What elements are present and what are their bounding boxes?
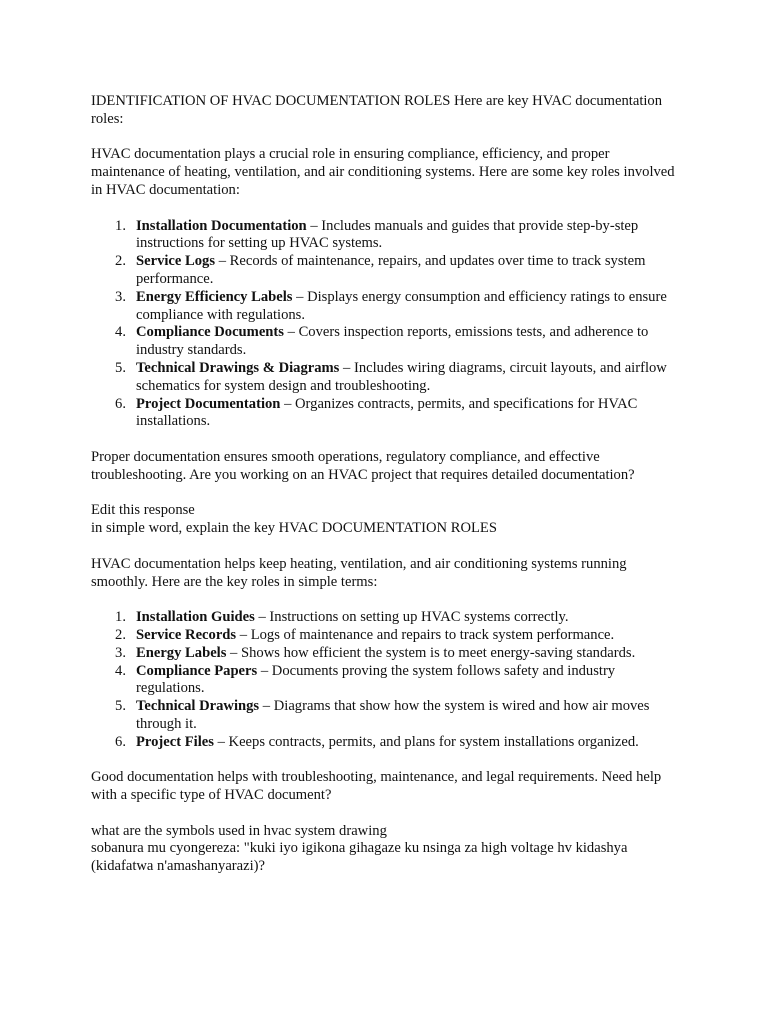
list-number: 6. [115,395,126,412]
list-number: 2. [115,253,126,270]
list-item [91,663,681,699]
list-description: – Instructions on setting up HVAC systems correctly. [254,609,569,626]
user-question: in simple word, explain the key HVAC DOCUMENTATION ROLES [91,520,497,537]
list-description: – Documents proving the system follows safety and industry regulations. [136,662,616,697]
list-term: Service Logs [136,253,216,270]
simple-roles-list [91,609,681,751]
spacer [91,200,681,218]
list-term: Technical Drawings [136,698,260,715]
closing-paragraph: Good documentation helps with troubleshooting, maintenance, and legal requirements. Need help with a specific type of HVAC document? [91,769,662,804]
list-description: – Covers inspection reports, emissions tests, and adherence to industry standards. [136,324,649,359]
edit-response-text: Edit this response [91,502,195,519]
list-item [91,218,681,254]
list-item [91,324,681,360]
list-description: – Records of maintenance, repairs, and updates over time to track system performance. [136,253,646,287]
list-item [91,289,681,325]
user-question: what are the symbols used in hvac system drawing [91,822,387,839]
spacer [91,591,681,609]
list-term: Energy Labels [136,644,227,661]
list-number: 2. [115,626,126,643]
list-number: 5. [115,698,126,715]
list-item [91,253,681,289]
list-term: Compliance Papers [136,662,258,679]
list-description: – Includes wiring diagrams, circuit layouts, and airflow schematics for system design and troubleshooting. [136,359,667,394]
list-description: – Shows how efficient the system is to meet energy-saving standards. [226,644,636,661]
list-description: – Includes manuals and guides that provide step-by-step instructions for setting up HVAC systems. [136,217,639,252]
spacer [91,751,681,769]
intro-heading: IDENTIFICATION OF HVAC DOCUMENTATION ROLES Here are key HVAC documentation roles: [91,93,663,127]
list-item [91,734,681,752]
documentation-roles-list [91,218,681,432]
list-item [91,645,681,663]
list-number: 3. [115,644,126,661]
list-item [91,396,681,432]
summary-paragraph: Proper documentation ensures smooth operations, regulatory compliance, and effective troubleshooting. Are you working on an HVAC project that requires detailed documentation? [91,448,635,483]
list-item [91,360,681,396]
list-term: Installation Guides [136,609,255,626]
list-description: – Keeps contracts, permits, and plans for system installations organized. [213,733,639,750]
list-number: 4. [115,662,126,679]
list-item [91,698,681,734]
list-number: 4. [115,324,126,341]
document-page [91,93,681,876]
simple-intro-paragraph: HVAC documentation helps keep heating, ventilation, and air conditioning systems running smoothly. Here are the key roles in simple terms: [91,555,627,590]
user-question: sobanura mu cyongereza: "kuki iyo igikona gihagaze ku nsinga za high voltage hv kidashya (kidafatwa n'amashanyarazi)? [91,840,628,875]
list-term: Compliance Documents [136,324,284,341]
list-description: – Logs of maintenance and repairs to track system performance. [236,626,615,643]
list-term: Project Documentation [136,395,281,412]
spacer [91,805,681,823]
list-description: – Displays energy consumption and efficiency ratings to ensure compliance with regulations. [136,288,667,323]
list-description: – Diagrams that show how the system is wired and how air moves through it. [136,698,650,732]
spacer [91,485,681,503]
intro-paragraph: HVAC documentation plays a crucial role in ensuring compliance, efficiency, and proper maintenance of heating, ventilation, and air conditioning systems. Here are some key roles involved in HVAC documentation: [91,146,675,198]
spacer [91,538,681,556]
list-number: 5. [115,359,126,376]
list-number: 1. [115,609,126,626]
spacer [91,129,681,147]
list-term: Installation Documentation [136,217,307,234]
list-number: 1. [115,217,126,234]
list-term: Project Files [136,733,214,750]
list-term: Energy Efficiency Labels [136,288,293,305]
spacer [91,431,681,449]
list-item [91,627,681,645]
list-item [91,609,681,627]
list-term: Service Records [136,626,237,643]
list-number: 6. [115,733,126,750]
list-number: 3. [115,288,126,305]
list-term: Technical Drawings & Diagrams [136,359,340,376]
list-description: – Organizes contracts, permits, and specifications for HVAC installations. [136,395,638,430]
